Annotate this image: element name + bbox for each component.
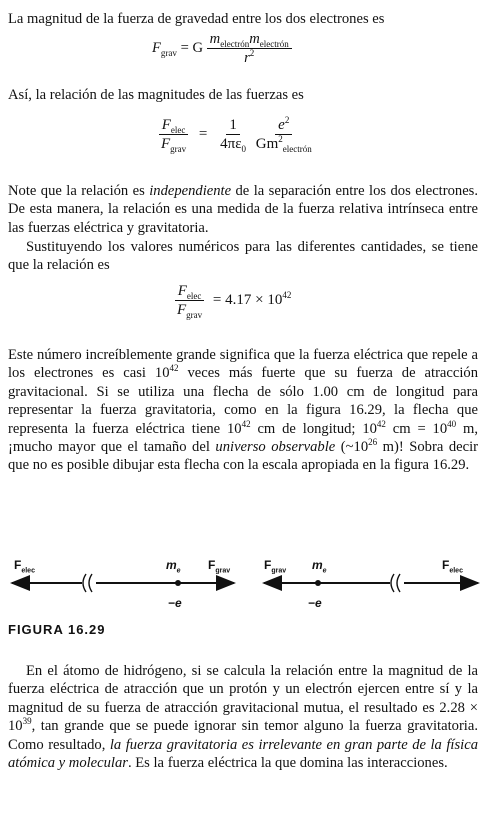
eq2-eps-sub: 0 bbox=[241, 144, 247, 154]
eq2-F-top: F bbox=[161, 117, 171, 133]
right-f-elec-label bbox=[442, 556, 463, 574]
right-f-elec-sub: elec bbox=[449, 567, 463, 575]
left-m: m bbox=[166, 558, 177, 572]
eq2-e: e bbox=[278, 117, 285, 133]
eq2-lhs-fraction bbox=[158, 116, 189, 153]
p5-s2: 42 bbox=[241, 418, 251, 429]
eq1-m2: m bbox=[249, 31, 260, 47]
eq1-m1-sub: electrón bbox=[220, 38, 250, 49]
p5-t5: m, ¡mucho mayor que el tamaño del bbox=[8, 420, 478, 456]
left-f-elec-sub: elec bbox=[21, 567, 35, 575]
eq2-right-fraction bbox=[253, 116, 315, 153]
p3-text-a: Note que la relación es bbox=[8, 183, 150, 199]
ratio-equation bbox=[158, 116, 315, 153]
magnitude-paragraph bbox=[8, 346, 478, 475]
eq2-m-sub: electrón bbox=[282, 144, 312, 154]
p5-s1: 42 bbox=[169, 363, 179, 374]
eq3-F-top: F bbox=[177, 283, 187, 299]
ratio-intro-paragraph: Así, la relación de las magnitudes de las fuerzas es bbox=[8, 87, 304, 103]
eq2-m-sup: 2 bbox=[278, 134, 283, 144]
left-charge-label: −e bbox=[168, 596, 182, 610]
eq1-r: r bbox=[244, 50, 250, 66]
right-f-grav-sub: grav bbox=[271, 567, 287, 575]
eq3-sub-elec: elec bbox=[186, 291, 202, 301]
eq1-lhs-sub: grav bbox=[160, 47, 177, 58]
right-mass-label bbox=[312, 556, 327, 574]
left-mass-label bbox=[166, 556, 181, 574]
eq2-sub-elec: elec bbox=[170, 125, 186, 135]
p5-t1: Este número increíblemente grande significa que la fuerza eléctrica que repele a los electrones es casi 10 bbox=[8, 347, 478, 382]
eq2-one: 1 bbox=[226, 116, 240, 135]
figure-caption: FIGURA 16.29 bbox=[8, 622, 106, 637]
left-f-grav: F bbox=[208, 558, 216, 572]
eq1-m2-sub: electrón bbox=[259, 38, 289, 49]
p6-s1: 39 bbox=[22, 716, 32, 727]
right-charge-label: −e bbox=[308, 596, 322, 610]
p3-italic: independiente bbox=[149, 183, 232, 199]
eq2-e-sup: 2 bbox=[284, 115, 290, 125]
p5-t2: veces más fuerte que su fuerza de atracción gravitacional. Si se utiliza una flecha de sólo 1.00 cm de longitud para representar la fuerza gravitatoria, como en la figura 16.29, la flecha que representa la fuerza eléctrica tiene 10 bbox=[8, 365, 479, 437]
intro-paragraph: La magnitud de la fuerza de gravedad entre los dos electrones es bbox=[8, 11, 385, 27]
right-break-mark bbox=[391, 574, 400, 592]
left-break-mark bbox=[83, 574, 92, 592]
hydrogen-paragraph bbox=[8, 662, 478, 772]
p5-t6: (~10 bbox=[335, 439, 369, 456]
p6-t1: En el átomo de hidrógeno, si se calcula la relación entre la magnitud de la fuerza eléctrica de atracción que un protón y un electrón ejercen entre sí y la magnitud de su fuerza de atracción gravitacional mutua, el resultado es 2.28 × 10 bbox=[8, 663, 478, 735]
p5-italic: universo observable bbox=[215, 439, 336, 456]
left-f-elec: F bbox=[14, 558, 22, 572]
p5-s4: 40 bbox=[447, 418, 457, 429]
right-f-grav: F bbox=[264, 558, 272, 572]
substitution-paragraph: Sustituyendo los valores numéricos para las diferentes cantidades, se tiene que la relación es bbox=[8, 239, 478, 274]
p5-s3: 42 bbox=[376, 418, 386, 429]
figure-arrows bbox=[0, 560, 490, 630]
p5-t3: cm de longitud; 10 bbox=[250, 420, 377, 437]
right-f-grav-label bbox=[264, 556, 286, 574]
eq2-Gm: Gm bbox=[255, 136, 279, 152]
eq3-rhs: = 4.17 × 10 bbox=[212, 291, 283, 308]
ratio-value-equation bbox=[174, 282, 291, 319]
right-m-sub: e bbox=[322, 567, 327, 575]
eq2-sub-grav: grav bbox=[170, 144, 187, 154]
eq3-fraction bbox=[174, 282, 205, 319]
eq2-mid-fraction bbox=[217, 116, 249, 153]
eq1-equals: = bbox=[180, 39, 189, 56]
left-m-sub: e bbox=[176, 567, 181, 575]
gravity-equation bbox=[152, 30, 292, 67]
left-f-grav-sub: grav bbox=[215, 567, 231, 575]
independence-paragraph bbox=[8, 182, 478, 237]
eq1-G: G bbox=[192, 39, 204, 56]
eq2-F-bottom: F bbox=[161, 136, 171, 152]
right-f-elec: F bbox=[442, 558, 450, 572]
eq2-equals: = bbox=[198, 125, 208, 142]
p3-text-b: de la separación entre los dos electrones. De esta manera, la relación es una medida de la fuerza relativa intrínseca entre las fuerzas eléctrica y gravitatoria. bbox=[8, 183, 478, 236]
eq1-m1: m bbox=[209, 31, 221, 47]
eq1-lhs: F bbox=[152, 39, 161, 56]
left-f-grav-label bbox=[208, 556, 230, 574]
eq2-four-pi: 4πε bbox=[220, 136, 242, 152]
p6-italic: la fuerza gravitatoria es irrelevante en gran parte de la física atómica y molecular bbox=[8, 736, 478, 772]
p6-t2: , tan grande que se puede ignorar sin temor alguno la fuerza gravitatoria. Como resultado, bbox=[8, 718, 478, 753]
eq3-F-bottom: F bbox=[177, 302, 187, 318]
p6-t3: . Es la fuerza eléctrica la que domina las interacciones. bbox=[127, 755, 448, 772]
right-m: m bbox=[312, 558, 323, 572]
left-f-elec-label bbox=[14, 556, 35, 574]
eq1-fraction bbox=[207, 30, 292, 67]
eq3-rhs-sup: 42 bbox=[282, 289, 292, 300]
p5-s5: 26 bbox=[368, 437, 378, 448]
p5-t4: cm = 10 bbox=[385, 420, 448, 437]
eq1-r-sup: 2 bbox=[249, 48, 255, 59]
eq3-sub-grav: grav bbox=[186, 310, 203, 320]
p5-t7: m)! Sobra decir que no es posible dibujar esta flecha con la escala apropiada en la figura 16.29. bbox=[8, 439, 479, 474]
